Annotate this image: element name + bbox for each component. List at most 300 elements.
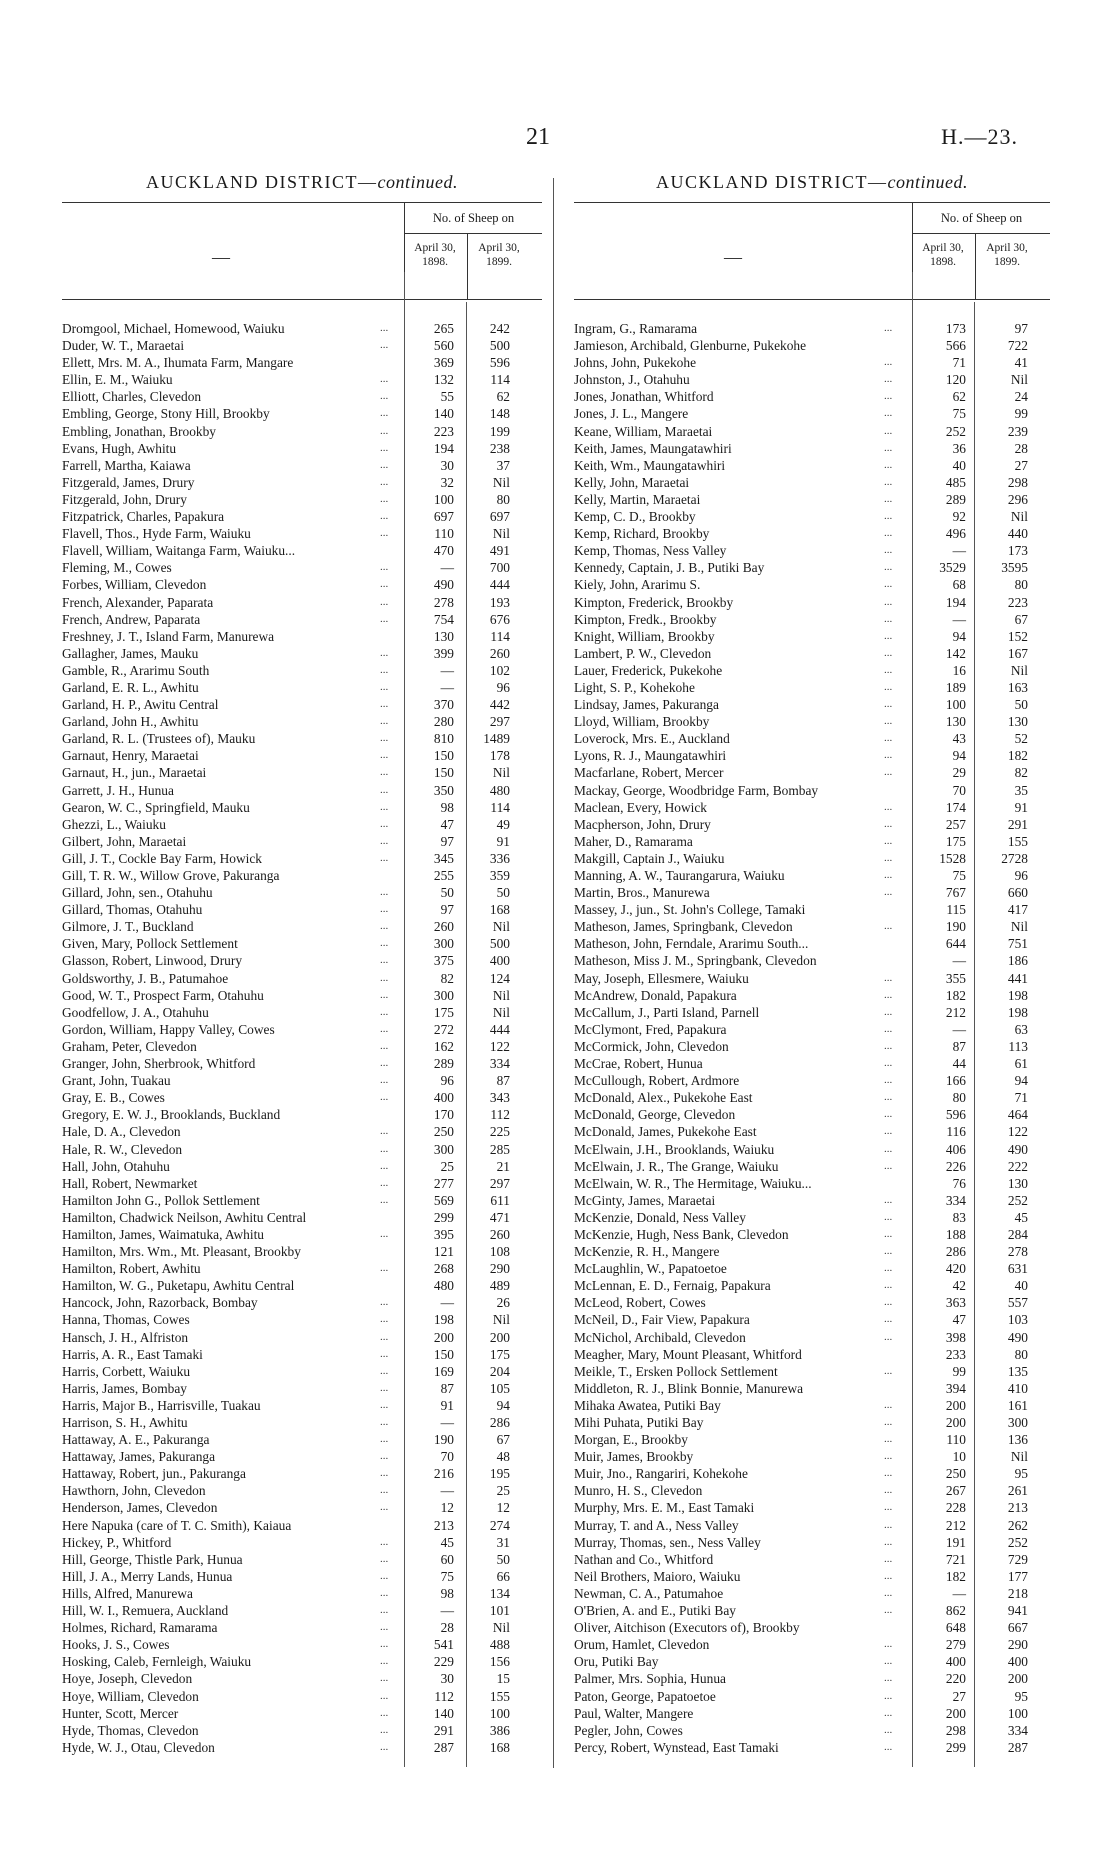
table-row [62, 1004, 542, 1021]
leader-dots: ... [884, 851, 893, 864]
table-row [574, 320, 1050, 337]
leader-dots: ... [380, 903, 389, 916]
holder-name: McKenzie, R. H., Mangere [574, 1244, 720, 1260]
table-row [62, 1329, 542, 1346]
holder-name: Kimpton, Fredk., Brookby [574, 611, 717, 627]
district-heading: AUCKLAND DISTRICT—continued. [146, 172, 458, 192]
count-1898: 278 [433, 594, 454, 610]
count-1899: 729 [1007, 1551, 1028, 1567]
holder-name: Keith, Wm., Maungatawhiri [574, 457, 726, 473]
count-1899: 284 [1007, 1226, 1028, 1242]
count-1898: 27 [952, 1688, 966, 1704]
leader-dots: ... [884, 1535, 893, 1548]
leader-dots: ... [380, 1586, 389, 1599]
table-row [574, 935, 1050, 952]
table-row [574, 1465, 1050, 1482]
holder-name: Hamilton, W. G., Puketapu, Awhitu Central [62, 1278, 295, 1294]
holder-name: Keith, James, Maungatawhiri [574, 440, 732, 456]
count-1899: Nil [1010, 1449, 1028, 1465]
table-row [62, 679, 542, 696]
count-1898: 83 [952, 1209, 966, 1225]
count-1899: 195 [489, 1466, 510, 1482]
table-row [62, 1106, 542, 1123]
count-1898: 169 [433, 1363, 454, 1379]
table-row [62, 388, 542, 405]
holder-name: Harrison, S. H., Awhitu [62, 1415, 188, 1430]
leader-dots: ... [380, 1416, 389, 1428]
count-1899: 441 [1007, 970, 1028, 986]
leader-dots: ... [380, 1433, 389, 1446]
table-row [574, 1688, 1050, 1705]
table-row [62, 1517, 542, 1534]
count-1898: — [952, 1021, 966, 1037]
holder-name: Forbes, William, Clevedon [62, 577, 207, 593]
count-1898: 566 [945, 338, 966, 354]
data-table [62, 320, 542, 1756]
count-1898: 92 [952, 509, 966, 525]
count-1898: 268 [433, 1261, 454, 1277]
count-1899: 261 [1007, 1483, 1028, 1499]
table-row [62, 799, 542, 816]
name-column-header: — [724, 247, 742, 267]
col-1898-header: April 30, 1898. [414, 242, 456, 268]
count-1898: — [440, 679, 454, 695]
count-1898: 100 [433, 491, 454, 507]
holder-name: Lambert, P. W., Clevedon [574, 645, 712, 661]
count-1898: 110 [946, 1432, 966, 1448]
count-1898: 80 [952, 1090, 966, 1106]
count-1898: 198 [433, 1312, 454, 1328]
count-1898: 182 [945, 1568, 966, 1584]
table-row [574, 1534, 1050, 1551]
count-1899: 291 [1007, 816, 1028, 832]
count-1899: 80 [496, 491, 510, 507]
table-row [62, 1465, 542, 1482]
table-row [574, 901, 1050, 918]
holder-name: Grant, John, Tuakau [62, 1073, 171, 1089]
count-1898: 395 [433, 1226, 454, 1242]
table-row [574, 1602, 1050, 1619]
leader-dots: ... [380, 971, 389, 984]
table-row [62, 662, 542, 679]
count-1898: 648 [945, 1620, 966, 1636]
count-1899: 178 [489, 748, 510, 764]
count-1898: 355 [945, 970, 966, 986]
count-1898: 252 [945, 423, 966, 439]
holder-name: Percy, Robert, Wynstead, East Tamaki [574, 1739, 779, 1755]
count-1899: Nil [492, 919, 510, 935]
leader-dots: ... [884, 1245, 893, 1258]
count-1898: 121 [433, 1244, 454, 1260]
leader-dots: ... [884, 612, 893, 625]
holder-name: Embling, Jonathan, Brookby [62, 423, 216, 439]
leader-dots: ... [884, 1159, 893, 1172]
count-1899: 1489 [483, 731, 510, 747]
count-1898: 862 [945, 1603, 966, 1619]
table-row [62, 1568, 542, 1585]
holder-name: Paton, George, Papatoetoe [574, 1688, 716, 1704]
table-row [574, 440, 1050, 457]
count-1898: 189 [945, 679, 966, 695]
holder-name: Massey, J., jun., St. John's College, Tamaki [574, 902, 806, 918]
count-1899: 700 [489, 560, 510, 576]
count-1898: 12 [440, 1500, 454, 1516]
holder-name: French, Andrew, Paparata [62, 611, 201, 627]
count-1898: 406 [945, 1141, 966, 1157]
table-row [574, 1482, 1050, 1499]
holder-name: McLennan, E. D., Fernaig, Papakura [574, 1278, 771, 1294]
holder-name: Meagher, Mary, Mount Pleasant, Whitford [574, 1346, 802, 1362]
leader-dots: ... [884, 1091, 893, 1104]
leader-dots: ... [380, 766, 389, 779]
leader-dots: ... [380, 1604, 389, 1617]
leader-dots: ... [380, 886, 389, 899]
count-1898: 289 [945, 491, 966, 507]
table-row [574, 1739, 1050, 1756]
count-1898: 60 [440, 1551, 454, 1567]
leader-dots: ... [884, 886, 893, 899]
count-1899: 660 [1007, 885, 1028, 901]
count-1899: 238 [489, 440, 510, 456]
table-row [574, 799, 1050, 816]
count-1898: 334 [945, 1192, 966, 1208]
leader-dots: ... [884, 441, 893, 454]
leader-dots: ... [884, 1638, 893, 1651]
holder-name: McCrae, Robert, Hunua [574, 1056, 703, 1072]
count-1898: 596 [945, 1107, 966, 1123]
count-1899: 152 [1007, 628, 1028, 644]
count-1898: 255 [433, 868, 454, 883]
holder-name: McCallum, J., Parti Island, Parnell [574, 1004, 760, 1020]
table-row [62, 747, 542, 764]
count-1899: 297 [489, 714, 510, 730]
holder-name: Matheson, Miss J. M., Springbank, Clevedon [574, 953, 817, 969]
count-1898: 91 [440, 1397, 454, 1413]
leader-dots: ... [884, 544, 893, 557]
count-1899: 80 [1014, 1346, 1028, 1362]
count-1898: 289 [433, 1056, 454, 1072]
holder-name: Hills, Alfred, Manurewa [62, 1585, 193, 1601]
holder-name: McDonald, George, Clevedon [574, 1107, 736, 1123]
count-1898: 250 [945, 1466, 966, 1482]
count-1898: 399 [433, 645, 454, 661]
holder-name: Newman, C. A., Patumahoe [574, 1585, 724, 1601]
holder-name: Here Napuka (care of T. C. Smith), Kaiaua [62, 1517, 292, 1533]
holder-name: Fitzpatrick, Charles, Papakura [62, 509, 225, 525]
count-1898: 162 [433, 1038, 454, 1054]
count-1898: 233 [945, 1346, 966, 1362]
leader-dots: ... [380, 1022, 389, 1035]
table-row [574, 782, 1050, 799]
leader-dots: ... [380, 1706, 389, 1719]
holder-name: Hall, John, Otahuhu [62, 1158, 170, 1174]
table-row [574, 1568, 1050, 1585]
count-1899: 3595 [1001, 560, 1028, 576]
holder-name: Freshney, J. T., Island Farm, Manurewa [62, 628, 275, 644]
count-1898: 480 [433, 1278, 454, 1294]
holder-name: Hamilton, Robert, Awhitu [62, 1261, 201, 1277]
count-1898: 394 [945, 1380, 966, 1396]
count-1898: 75 [952, 406, 966, 422]
leader-dots: ... [380, 1159, 389, 1172]
count-1899: 631 [1007, 1261, 1028, 1277]
table-row [62, 816, 542, 833]
count-1898: 30 [440, 457, 454, 473]
leader-dots: ... [380, 390, 389, 403]
count-1898: 47 [440, 816, 454, 832]
count-1898: 213 [433, 1517, 454, 1533]
count-1898: — [952, 611, 966, 627]
leader-dots: ... [884, 1313, 893, 1326]
count-1899: 103 [1007, 1312, 1028, 1328]
holder-name: Loverock, Mrs. E., Auckland [574, 731, 730, 747]
holder-name: Paul, Walter, Mangere [574, 1705, 694, 1721]
count-1898: 299 [945, 1739, 966, 1755]
leader-dots: ... [380, 1535, 389, 1548]
count-1898: 40 [952, 457, 966, 473]
leader-dots: ... [380, 817, 389, 830]
count-1899: Nil [1010, 372, 1028, 388]
leader-dots: ... [884, 1364, 893, 1377]
count-1898: 32 [440, 474, 454, 490]
holder-name: Hill, W. I., Remuera, Auckland [62, 1603, 229, 1619]
holder-name: Light, S. P., Kohekohe [574, 679, 695, 695]
leader-dots: ... [884, 1416, 893, 1428]
leader-dots: ... [884, 595, 893, 608]
holder-name: Ingram, G., Ramarama [574, 321, 698, 336]
holder-name: Garland, R. L. (Trustees of), Mauku [62, 731, 256, 747]
count-1898: 96 [440, 1073, 454, 1089]
table-row [62, 1534, 542, 1551]
count-1898: — [952, 543, 966, 559]
holder-name: Gallagher, James, Mauku [62, 645, 199, 661]
table-row [574, 1243, 1050, 1260]
count-1899: 218 [1007, 1585, 1028, 1601]
count-1899: 336 [489, 850, 510, 866]
count-1899: 611 [490, 1192, 510, 1208]
count-1898: 200 [433, 1329, 454, 1345]
holder-name: Palmer, Mrs. Sophia, Hunua [574, 1671, 726, 1687]
holder-name: Hall, Robert, Newmarket [62, 1175, 198, 1191]
table-row [62, 901, 542, 918]
table-row [574, 1106, 1050, 1123]
table-row [574, 679, 1050, 696]
leader-dots: ... [884, 1723, 893, 1736]
count-1899: 667 [1007, 1620, 1028, 1636]
holder-name: Jamieson, Archibald, Glenburne, Pukekohe [574, 338, 807, 354]
count-1898: 220 [945, 1671, 966, 1687]
table-row [62, 1192, 542, 1209]
table-row [574, 833, 1050, 850]
table-row [574, 1141, 1050, 1158]
count-1898: 250 [433, 1124, 454, 1140]
count-1899: 285 [489, 1141, 510, 1157]
count-1898: 350 [433, 782, 454, 798]
leader-dots: ... [380, 680, 389, 693]
holder-name: Hunter, Scott, Mercer [62, 1705, 179, 1721]
holder-name: Hyde, Thomas, Clevedon [62, 1722, 199, 1738]
table-row [574, 884, 1050, 901]
table-row [62, 952, 542, 969]
leader-dots: ... [884, 732, 893, 745]
holder-name: Harris, Corbett, Waiuku [62, 1363, 191, 1379]
table-header [574, 202, 1050, 300]
count-1899: 400 [1007, 1654, 1028, 1670]
leader-dots: ... [380, 715, 389, 728]
table-row [574, 576, 1050, 593]
holder-name: Gordon, William, Happy Valley, Cowes [62, 1021, 275, 1037]
count-1899: 222 [1007, 1158, 1028, 1174]
table-row [574, 1072, 1050, 1089]
holder-name: Garnaut, H., jun., Maraetai [62, 765, 207, 781]
table-row [62, 1397, 542, 1414]
page-number: 21 [526, 124, 550, 150]
table-row [62, 645, 542, 662]
leader-dots: ... [380, 1638, 389, 1651]
count-1899: 488 [489, 1637, 510, 1653]
holder-name: Granger, John, Sherbrook, Whitford [62, 1056, 256, 1072]
count-1898: 767 [945, 885, 966, 901]
leader-dots: ... [884, 390, 893, 403]
count-1899: 198 [1007, 1004, 1028, 1020]
table-row [62, 1705, 542, 1722]
table-row [574, 1636, 1050, 1653]
holder-name: McLeod, Robert, Cowes [574, 1295, 706, 1311]
table-row [574, 987, 1050, 1004]
holder-name: Gamble, R., Ararimu South [62, 662, 210, 678]
count-1898: 97 [440, 902, 454, 918]
leader-dots: ... [380, 1125, 389, 1138]
holder-name: Kelly, John, Maraetai [574, 474, 690, 490]
count-1898: 287 [433, 1739, 454, 1755]
holder-name: Gillard, John, sen., Otahuhu [62, 885, 213, 901]
count-1898: 223 [433, 423, 454, 439]
count-1898: — [440, 1295, 454, 1311]
count-1899: 239 [1007, 423, 1028, 439]
leader-dots: ... [884, 749, 893, 762]
holder-name: Martin, Bros., Manurewa [574, 885, 710, 901]
count-1899: 12 [496, 1500, 510, 1516]
count-1898: 70 [440, 1449, 454, 1465]
count-1898: 541 [433, 1637, 454, 1653]
leader-dots: ... [380, 1381, 389, 1394]
leader-dots: ... [884, 1433, 893, 1446]
district-heading: AUCKLAND DISTRICT—continued. [656, 172, 968, 192]
table-row [574, 1329, 1050, 1346]
count-1898: 87 [440, 1380, 454, 1396]
count-1899: 155 [1007, 833, 1028, 849]
count-1899: 489 [489, 1278, 510, 1294]
leader-dots: ... [884, 1005, 893, 1018]
table-row [62, 884, 542, 901]
holder-name: Keane, William, Maraetai [574, 423, 713, 439]
count-1898: — [440, 1603, 454, 1619]
table-row [574, 1705, 1050, 1722]
holder-name: Hattaway, Robert, jun., Pakuranga [62, 1466, 246, 1482]
holder-name: Maher, D., Ramarama [574, 833, 693, 849]
table-row [62, 1226, 542, 1243]
count-1899: 130 [1007, 1175, 1028, 1191]
count-1898: 175 [433, 1004, 454, 1020]
count-1899: 225 [489, 1124, 510, 1140]
document-code: H.—23. [941, 124, 1018, 149]
count-1898: 70 [952, 782, 966, 798]
holder-name: Gilmore, J. T., Buckland [62, 919, 194, 935]
holder-name: Pegler, John, Cowes [574, 1722, 683, 1738]
holder-name: Jones, J. L., Mangere [574, 406, 689, 422]
count-1899: 444 [489, 1021, 510, 1037]
holder-name: Dromgool, Michael, Homewood, Waiuku [62, 321, 285, 336]
count-1899: 91 [496, 833, 510, 849]
count-1899: 491 [489, 543, 510, 559]
holder-name: Hyde, W. J., Otau, Clevedon [62, 1739, 215, 1755]
leader-dots: ... [380, 1262, 389, 1275]
count-1899: 252 [1007, 1534, 1028, 1550]
count-1899: 52 [1014, 731, 1028, 747]
count-1899: 94 [1014, 1073, 1028, 1089]
holder-name: Gill, T. R. W., Willow Grove, Pakuranga [62, 868, 280, 883]
count-1898: 29 [952, 765, 966, 781]
holder-name: Gill, J. T., Cockle Bay Farm, Howick [62, 850, 262, 866]
count-1898: 400 [945, 1654, 966, 1670]
count-1899: 200 [1007, 1671, 1028, 1687]
leader-dots: ... [380, 1005, 389, 1018]
count-1898: 369 [433, 355, 454, 371]
count-1898: 10 [952, 1449, 966, 1465]
table-row [62, 782, 542, 799]
holder-name: Given, Mary, Pollock Settlement [62, 936, 238, 952]
table-row [574, 594, 1050, 611]
count-1898: 1528 [939, 850, 966, 866]
table-row [62, 1243, 542, 1260]
leader-dots: ... [380, 1193, 389, 1206]
table-row [574, 713, 1050, 730]
table-row [574, 1722, 1050, 1739]
table-row [62, 970, 542, 987]
leader-dots: ... [884, 1210, 893, 1223]
leader-dots: ... [380, 954, 389, 967]
table-row [574, 850, 1050, 867]
holder-name: Morgan, E., Brookby [574, 1432, 688, 1448]
count-1899: 156 [489, 1654, 510, 1670]
leader-dots: ... [884, 510, 893, 523]
count-1898: 16 [952, 662, 966, 678]
count-1899: 199 [489, 423, 510, 439]
count-1899: 15 [496, 1671, 510, 1687]
count-1899: 24 [1014, 389, 1028, 405]
leader-dots: ... [380, 783, 389, 796]
leader-dots: ... [380, 1655, 389, 1668]
col-1899-header: April 30, 1899. [478, 242, 520, 268]
count-1899: 343 [489, 1090, 510, 1106]
count-1898: 212 [945, 1517, 966, 1533]
count-1898: 470 [433, 543, 454, 559]
holder-name: Graham, Peter, Clevedon [62, 1038, 197, 1054]
table-row [62, 696, 542, 713]
count-1898: 47 [952, 1312, 966, 1328]
count-1898: 420 [945, 1261, 966, 1277]
count-1899: 31 [496, 1534, 510, 1550]
leader-dots: ... [884, 492, 893, 505]
count-1899: 751 [1007, 936, 1028, 952]
count-1899: 50 [496, 885, 510, 901]
holder-name: McElwain, J. R., The Grange, Waiuku [574, 1158, 779, 1174]
table-row [574, 542, 1050, 559]
holder-name: Lloyd, William, Brookby [574, 714, 710, 730]
table-row [62, 1209, 542, 1226]
holder-name: Hoye, Joseph, Clevedon [62, 1671, 193, 1687]
holder-name: Hill, George, Thistle Park, Hunua [62, 1551, 243, 1567]
